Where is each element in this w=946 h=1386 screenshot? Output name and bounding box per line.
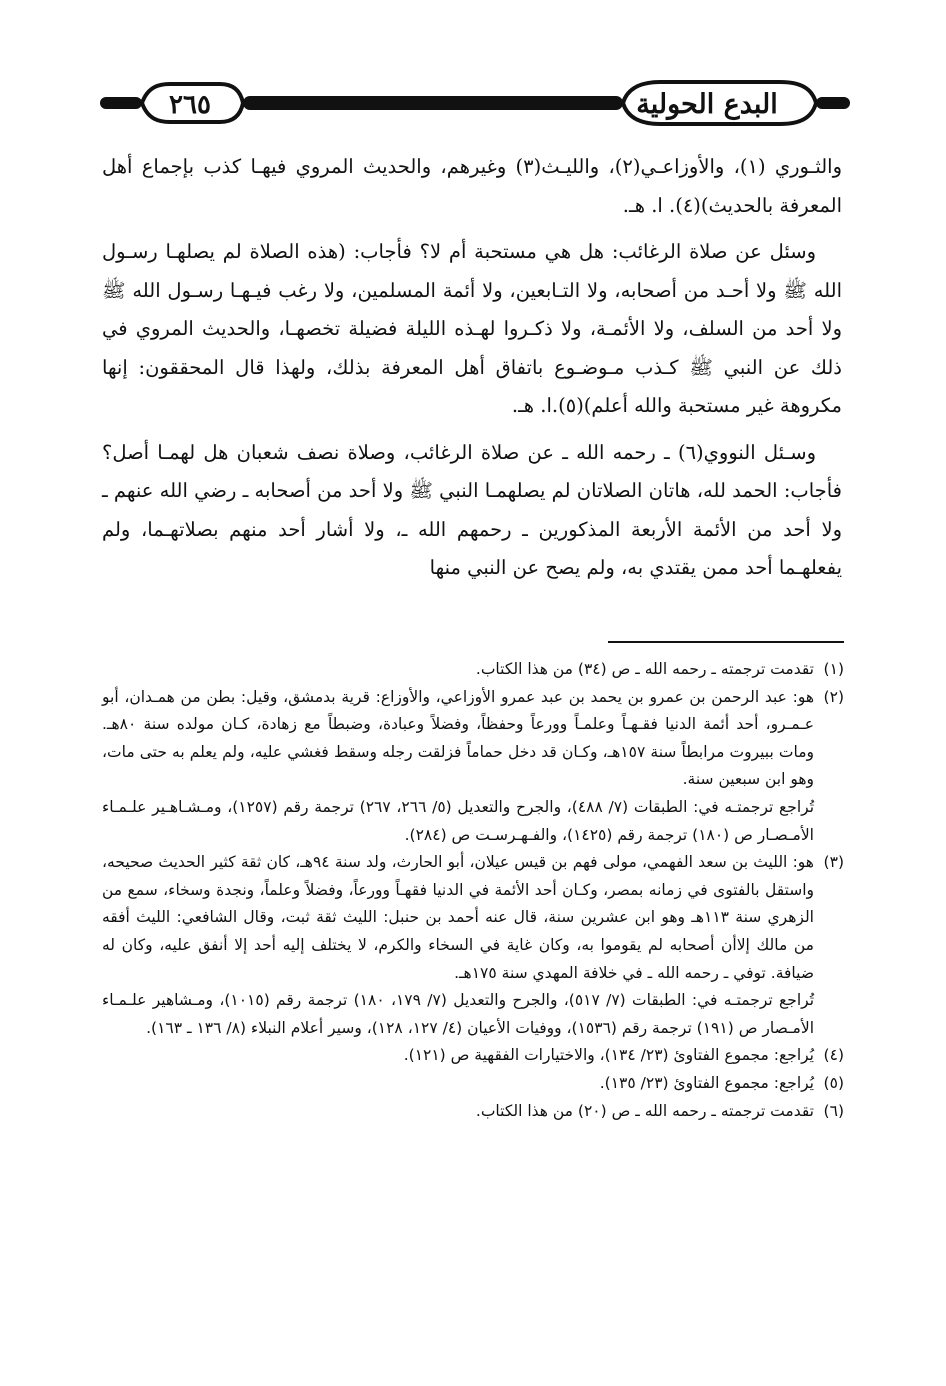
- footnote-text: تقدمت ترجمته ـ رحمه الله ـ ص (٢٠) من هذا الكتاب.: [475, 1101, 814, 1120]
- footnote-number: (٤): [823, 1046, 844, 1065]
- footnote-text: هو: الليث بن سعد الفهمي، مولى فهم بن قيس عيلان، أبو الحارث، ولد سنة ٩٤هـ، كان ثقة كثير الحديث صحيحه، واستقل بالفتوى في زمانه بمصر، وكـان أحد الأئمة في الدنيا فقهـاً وورعاً، وفضلاً وعلماً، ونجدة وسخاء، سمع من الزهري سنة ١١٣هـ وهو ابن عشرين سنة، قال عنه أحمد بن حنبل: الليث ثقة ثبت، وقال الشافعي: الليث أفقه من مالك إلاأن أصحابه لم يقوموا به، وكان غاية في السخاء والكرم، لا يختلف إليه أحد إلا أنفق عليه، وكان له ضيافة. توفي ـ رحمه الله ـ في خلافة المهدي سنة ١٧٥هـ.: [102, 853, 814, 982]
- page-number: ٢٦٥: [169, 90, 211, 120]
- footnote-number: (١): [823, 660, 844, 678]
- footnote-separator: [608, 641, 844, 643]
- paragraph-salat-raghaib: وسئل عن صلاة الرغائب: هل هي مستحبة أم لا؟ فأجاب: (هذه الصلاة لم يصلهـا رسـول الله ﷺ ولا أحـد من أصحابه، ولا التـابعين، ولا أئمة المسلمين، ولا رغب فيـهـا رسـول الله ﷺ ولا أحد من السلف، ولا الأئمـة، ولا ذكـروا لهـذه الليلة فضيلة تخصهـا، والحديث المروي في ذلك عن النبي ﷺ كـذب مـوضـوع باتفاق أهل المعرفة بذلك، ولهذا قال المحققون: إنها مكروهة غير مستحبة والله أعلم)(٥).ا. هـ.: [102, 240, 842, 417]
- footnote-number: (٥): [823, 1073, 844, 1092]
- footnote-references: تُراجع ترجمتـه في: الطبقات (٧/ ٤٨٨)، والجرح والتعديل (٥/ ٢٦٦، ٢٦٧) ترجمة رقم (١٢٥٧)، ومـشـاهـير علـمـاء الأمـصـار ص (١٨٠) ترجمة رقم (١٤٢٥)، والفـهـرسـت ص (٢٨٤).: [102, 797, 815, 844]
- footnote-text: يُراجع: مجموع الفتاوئ (٢٣/ ١٣٤)، والاختيارات الفقهية ص (١٢١).: [403, 1046, 814, 1065]
- footnote-2: [102, 684, 844, 850]
- footnote-text: تقدمت ترجمته ـ رحمه الله ـ ص (٣٤) من هذا الكتاب.: [475, 660, 814, 678]
- paragraph-nawawi: وسـئل النووي(٦) ـ رحمه الله ـ عن صلاة الرغائب، وصلاة نصف شعبان هل لهمـا أصل؟ فأجاب: الحمد لله، هاتان الصلاتان لم يصلهمـا النبي ﷺ ولا أحد من أصحابه ـ رضي الله عنهم ـ ولا أحد من الأئمة الأربعة المذكورين ـ رحمهم الله ـ، ولا أشار أحد منهم بصلاتهـما، ولم يفعلهـما أحد ممن يقتدي به، ولم يصح عن النبي منها: [102, 440, 842, 579]
- footnote-5: [102, 1070, 844, 1098]
- footnote-references: تُراجع ترجمتـه في: الطبقات (٧/ ٥١٧)، والجرح والتعديل (٧/ ١٧٩، ١٨٠) ترجمة رقم (١٠١٥)، ومـشاهير علـمـاء الأمـصار ص (١٩١) ترجمة رقم (١٥٣٦)، ووفيات الأعيان (٤/ ١٢٧، ١٢٨)، وسير أعلام النبلاء (٨/ ١٣٦ ـ ١٦٣).: [102, 991, 815, 1037]
- footnotes: [102, 656, 844, 1125]
- footnote-number: (٢): [823, 687, 844, 706]
- footnote-4: [102, 1042, 844, 1070]
- footnote-1: [102, 656, 844, 684]
- footnote-3: [102, 849, 844, 1042]
- main-text: [102, 148, 842, 588]
- paragraph-continuation: والثـوري (١)، والأوزاعـي(٢)، والليـث(٣) وغيرهم، والحديث المروي فيهـا كذب بإجماع أهل المعرفة بالحديث)(٤). ا. هـ.: [102, 155, 843, 217]
- footnote-number: (٣): [823, 853, 844, 872]
- running-title: البدع الحولية: [636, 89, 778, 120]
- footnote-text: هو: عبد الرحمن بن عمرو بن يحمد بن عبد عمرو الأوزاعي، والأوزاع: قرية بدمشق، وقيل: بطن من همـدان، أبو عـمـرو، أحد أئمة الدنيا فقـهـاً وعلمـاً وورعاً وحفظاً، وفضلاً وعبادة، وضبطاً مع زهادة، كـان مولده سنة ٨٠هـ. ومات ببيروت مرابطاً سنة ١٥٧هـ، وكـان قد دخل حماماً فزلقت رجله وسقط فغشي عليه، ولم يعلم به حتى مات، وهو ابن سبعين سنة.: [102, 687, 815, 789]
- footnote-text: يُراجع: مجموع الفتاوئ (٢٣/ ١٣٥).: [599, 1073, 814, 1092]
- footnote-number: (٦): [823, 1101, 844, 1120]
- footnote-6: [102, 1098, 844, 1126]
